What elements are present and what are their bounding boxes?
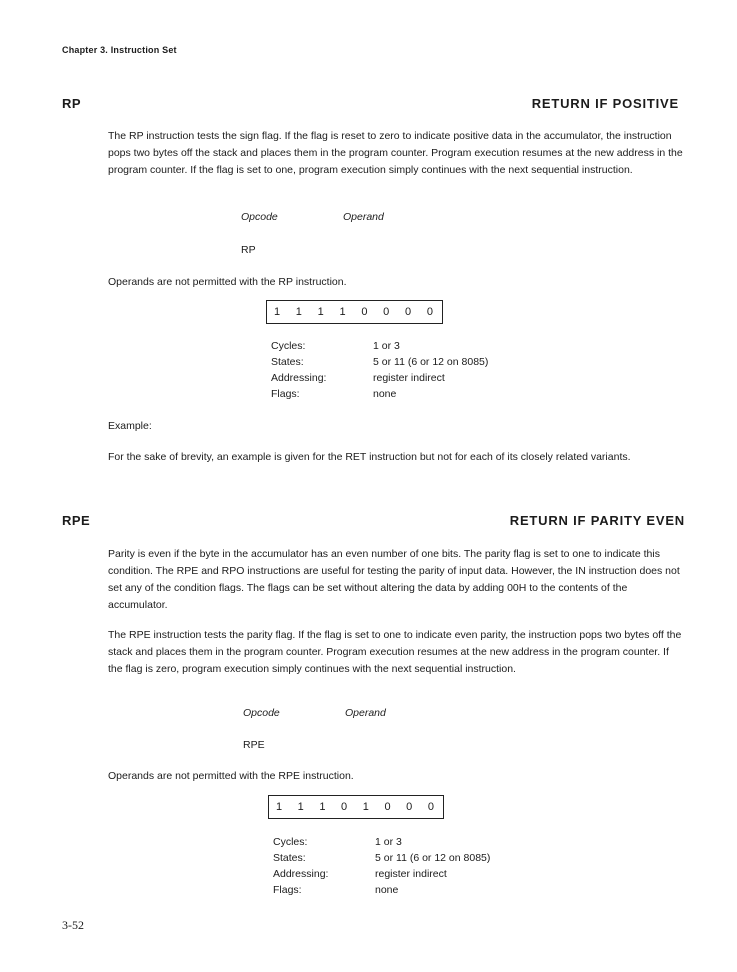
spec-value: 1 or 3	[375, 836, 402, 848]
bit: 0	[426, 306, 433, 318]
spec-value: none	[373, 388, 397, 400]
spec-value: none	[375, 884, 399, 896]
page-number: 3-52	[62, 918, 84, 932]
spec-row	[273, 882, 490, 898]
spec-row	[273, 834, 490, 850]
section-mnemonic-rp: RP	[62, 96, 82, 111]
spec-label: Addressing:	[271, 372, 327, 384]
spec-label: States:	[271, 356, 304, 368]
spec-row	[273, 850, 490, 866]
rp-opcode-bit-pattern	[266, 300, 443, 324]
rp-example-label: Example:	[108, 420, 152, 432]
rpe-operand-label: Operand	[345, 707, 386, 719]
rpe-operand-note: Operands are not permitted with the RPE instruction.	[108, 770, 354, 782]
bit: 1	[317, 306, 324, 318]
spec-row	[271, 370, 488, 386]
rpe-opcode-value: RPE	[243, 739, 265, 751]
rp-description: The RP instruction tests the sign flag. If the flag is reset to zero to indicate positive data in the accumulator, the instruction pops two bytes off the stack and places them in the program counter. Program execution resumes at the new address in the program counter. If the flag is set to one, program execution simply continues with the next sequential instruction.	[108, 130, 683, 176]
bit: 1	[297, 801, 304, 813]
bit: 0	[341, 801, 348, 813]
rpe-spec-table	[273, 834, 490, 898]
bit: 0	[383, 306, 390, 318]
rp-operand-note: Operands are not permitted with the RP instruction.	[108, 276, 347, 288]
rp-opcode-label: Opcode	[241, 211, 278, 223]
rpe-description: The RPE instruction tests the parity flag. If the flag is set to one to indicate even parity, the instruction pops two bytes off the stack and places them in the program counter. Program execution resumes at the new address in the program counter. If the flag is zero, program execution simply continues with the next sequential instruction.	[108, 629, 682, 675]
section-title-rpe: RETURN IF PARITY EVEN	[509, 513, 685, 528]
bit: 1	[273, 306, 281, 318]
spec-label: Addressing:	[273, 868, 329, 880]
rpe-opcode-label: Opcode	[243, 707, 280, 719]
spec-value: 5 or 11 (6 or 12 on 8085)	[375, 852, 491, 864]
spec-label: Cycles:	[271, 340, 306, 352]
rp-spec-table	[271, 338, 488, 402]
spec-value: 5 or 11 (6 or 12 on 8085)	[373, 356, 489, 368]
bit: 1	[295, 306, 302, 318]
spec-label: States:	[273, 852, 306, 864]
spec-row	[273, 866, 490, 882]
spec-label: Flags:	[271, 388, 300, 400]
bit: 1	[362, 801, 369, 813]
bit: 0	[406, 801, 413, 813]
spec-label: Flags:	[273, 884, 302, 896]
bit: 1	[339, 306, 346, 318]
spec-label: Cycles:	[273, 836, 308, 848]
rp-example-text: For the sake of brevity, an example is given for the RET instruction but not for each of its closely related variants.	[108, 451, 631, 463]
rpe-intro: Parity is even if the byte in the accumulator has an even number of one bits. The parity flag is set to one to indicate this condition. The RPE and RPO instructions are useful for testing the parity of input data. However, the IN instruction does not set any of the condition flags. The flags can be set without altering the data by adding 00H to the contents of the accumulator.	[108, 548, 680, 611]
spec-value: register indirect	[375, 868, 447, 880]
rpe-opcode-bit-pattern	[268, 795, 444, 819]
bit: 0	[361, 306, 368, 318]
section-title-rp: RETURN IF POSITIVE	[531, 96, 679, 111]
bit: 0	[427, 801, 434, 813]
rp-opcode-value: RP	[241, 244, 256, 256]
spec-row	[271, 386, 488, 402]
rp-operand-label: Operand	[343, 211, 384, 223]
bit: 0	[405, 306, 412, 318]
section-mnemonic-rpe: RPE	[62, 513, 91, 528]
spec-value: register indirect	[373, 372, 445, 384]
spec-row	[271, 354, 488, 370]
running-head: Chapter 3. Instruction Set	[62, 45, 177, 55]
bit: 0	[384, 801, 391, 813]
spec-value: 1 or 3	[373, 340, 400, 352]
bit: 1	[275, 801, 283, 813]
spec-row	[271, 338, 488, 354]
bit: 1	[319, 801, 326, 813]
